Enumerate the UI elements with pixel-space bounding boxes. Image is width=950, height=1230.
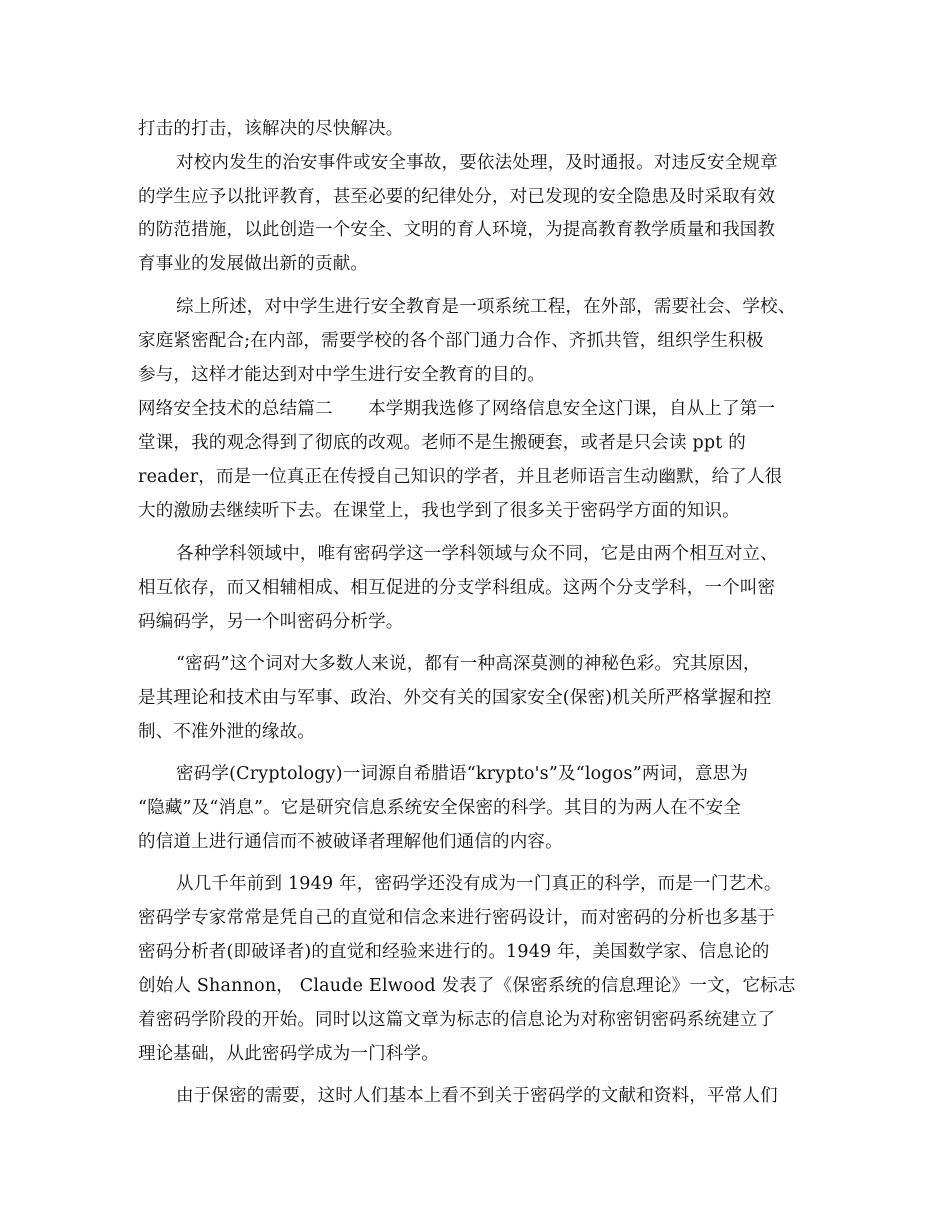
text-line: 码编码学，另一个叫密码分析学。 xyxy=(138,612,404,632)
text-line: “隐藏”及“消息”。它是研究信息系统安全保密的科学。其目的为两人在不安全 xyxy=(138,798,741,818)
text-line: 理论基础，从此密码学成为一门科学。 xyxy=(138,1044,439,1064)
text-line: 是其理论和技术由与军事、政治、外交有关的国家安全(保密)机关所严格掌握和控 xyxy=(138,688,772,708)
text-line: 创始人 Shannon， Claude Elwood 发表了《保密系统的信息理论》一文，它标志 xyxy=(138,976,796,996)
text-line: 参与，这样才能达到对中学生进行安全教育的目的。 xyxy=(138,365,546,385)
text-line: 打击的打击，该解决的尽快解决。 xyxy=(138,119,404,139)
text-line: 密码学(Cryptology)一词源自希腊语“krypto's”及“logos”两词，意思为 xyxy=(176,764,749,784)
text-line: 由于保密的需要，这时人们基本上看不到关于密码学的文献和资料，平常人们 xyxy=(176,1086,778,1106)
text-line: 相互依存，而又相辅相成、相互促进的分支学科组成。这两个分支学科，一个叫密 xyxy=(138,578,776,598)
text-line: 综上所述，对中学生进行安全教育是一项系统工程，在外部，需要社会、学校、 xyxy=(176,297,796,317)
text-line: 制、不准外泄的缘故。 xyxy=(138,722,315,742)
section-heading-line: 网络安全技术的总结篇二 本学期我选修了网络信息安全这门课，自从上了第一 xyxy=(138,399,776,419)
text-line: 从几千年前到 1949 年，密码学还没有成为一门真正的科学，而是一门艺术。 xyxy=(176,874,782,894)
text-line: 着密码学阶段的开始。同时以这篇文章为标志的信息论为对称密钥密码系统建立了 xyxy=(138,1010,776,1030)
text-line: 的防范措施，以此创造一个安全、文明的育人环境，为提高教育教学质量和我国教 xyxy=(138,220,776,240)
text-line: 各种学科领域中，唯有密码学这一学科领域与众不同，它是由两个相互对立、 xyxy=(176,544,778,564)
text-line: 堂课，我的观念得到了彻底的改观。老师不是生搬硬套，或者是只会读 ppt 的 xyxy=(138,433,746,453)
text-line: 大的激励去继续听下去。在课堂上，我也学到了很多关于密码学方面的知识。 xyxy=(138,501,740,521)
text-line: 密码分析者(即破译者)的直觉和经验来进行的。1949 年，美国数学家、信息论的 xyxy=(138,942,770,962)
text-line: 家庭紧密配合;在内部，需要学校的各个部门通力合作、齐抓共管，组织学生积极 xyxy=(138,331,764,351)
text-line: 的信道上进行通信而不被破译者理解他们通信的内容。 xyxy=(138,832,563,852)
text-line: 育事业的发展做出新的贡献。 xyxy=(138,254,369,274)
text-line: reader，而是一位真正在传授自己知识的学者，并且老师语言生动幽默，给了人很 xyxy=(138,467,783,487)
text-line: 对校内发生的治安事件或安全事故，要依法处理，及时通报。对违反安全规章 xyxy=(176,153,778,173)
text-line: 的学生应予以批评教育，甚至必要的纪律处分，对已发现的安全隐患及时采取有效 xyxy=(138,187,776,207)
text-line: “密码”这个词对大多数人来说，都有一种高深莫测的神秘色彩。究其原因， xyxy=(176,654,761,674)
text-line: 密码学专家常常是凭自己的直觉和信念来进行密码设计，而对密码的分析也多基于 xyxy=(138,908,776,928)
